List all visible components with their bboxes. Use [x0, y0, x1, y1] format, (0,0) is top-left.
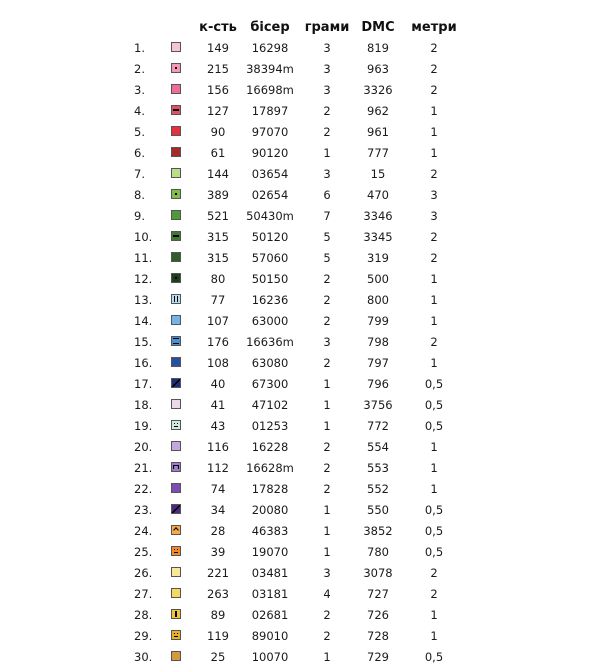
row-number: 26. [134, 566, 153, 580]
meters-cell: 2 [430, 230, 438, 244]
color-swatch [171, 588, 181, 598]
pattern-symbol-icon [172, 610, 180, 618]
dmc-cell: 799 [367, 314, 389, 328]
row-number: 11. [134, 251, 153, 265]
dmc-cell: 961 [367, 125, 389, 139]
meters-cell: 2 [430, 83, 438, 97]
row-number: 4. [134, 104, 145, 118]
table-row [0, 395, 600, 416]
dmc-cell: 554 [367, 440, 389, 454]
table-row [0, 605, 600, 626]
row-number: 19. [134, 419, 153, 433]
dmc-cell: 727 [367, 587, 389, 601]
grams-cell: 2 [323, 314, 331, 328]
dmc-cell: 3852 [363, 524, 393, 538]
color-swatch [171, 189, 181, 199]
table-row [0, 59, 600, 80]
dmc-cell: 319 [367, 251, 389, 265]
row-number: 27. [134, 587, 153, 601]
pattern-symbol-icon [172, 190, 180, 198]
grams-cell: 1 [323, 398, 331, 412]
meters-cell: 0,5 [424, 524, 444, 538]
color-swatch [171, 378, 181, 388]
meters-cell: 2 [430, 587, 438, 601]
grams-cell: 7 [323, 209, 331, 223]
dmc-cell: 797 [367, 356, 389, 370]
table-row [0, 101, 600, 122]
grams-cell: 5 [323, 251, 331, 265]
meters-cell: 0,5 [424, 545, 444, 559]
meters-cell: 0,5 [424, 503, 444, 517]
meters-cell: 1 [430, 146, 438, 160]
grams-cell: 3 [323, 566, 331, 580]
row-number: 21. [134, 461, 153, 475]
pattern-symbol-icon [172, 232, 180, 240]
table-row [0, 374, 600, 395]
dmc-cell: 470 [367, 188, 389, 202]
meters-cell: 1 [430, 482, 438, 496]
grams-cell: 2 [323, 608, 331, 622]
pattern-symbol-icon [172, 505, 180, 513]
count-cell: 28 [210, 524, 226, 538]
count-cell: 25 [210, 650, 226, 664]
meters-cell: 0,5 [424, 398, 444, 412]
meters-cell: 3 [430, 188, 438, 202]
count-cell: 108 [207, 356, 229, 370]
count-cell: 77 [210, 293, 226, 307]
count-cell: 89 [210, 608, 226, 622]
dmc-cell: 772 [367, 419, 389, 433]
dmc-cell: 3756 [363, 398, 393, 412]
grams-cell: 2 [323, 440, 331, 454]
grams-cell: 3 [323, 83, 331, 97]
color-swatch [171, 336, 181, 346]
row-number: 30. [134, 650, 153, 664]
bead-code-cell: 03481 [251, 566, 289, 580]
meters-cell: 0,5 [424, 650, 444, 664]
row-number: 17. [134, 377, 153, 391]
row-number: 9. [134, 209, 145, 223]
grams-cell: 2 [323, 272, 331, 286]
header-meters: метри [411, 20, 457, 35]
table-row [0, 521, 600, 542]
meters-cell: 1 [430, 356, 438, 370]
table-row [0, 290, 600, 311]
bead-code-cell: 01253 [251, 419, 289, 433]
meters-cell: 1 [430, 608, 438, 622]
pattern-symbol-icon [172, 295, 180, 303]
row-number: 12. [134, 272, 153, 286]
bead-code-cell: 02654 [251, 188, 289, 202]
dmc-cell: 726 [367, 608, 389, 622]
color-swatch [171, 252, 181, 262]
bead-code-cell: 67300 [251, 377, 289, 391]
pattern-symbol-icon [172, 337, 180, 345]
grams-cell: 2 [323, 293, 331, 307]
bead-code-cell: 50430m [246, 209, 294, 223]
table-row [0, 353, 600, 374]
color-swatch [171, 294, 181, 304]
table-row [0, 332, 600, 353]
bead-code-cell: 17828 [251, 482, 289, 496]
meters-cell: 1 [430, 314, 438, 328]
bead-code-cell: 63080 [251, 356, 289, 370]
row-number: 7. [134, 167, 145, 181]
dmc-cell: 728 [367, 629, 389, 643]
grams-cell: 2 [323, 125, 331, 139]
table-row [0, 584, 600, 605]
dmc-cell: 3346 [363, 209, 393, 223]
color-swatch [171, 168, 181, 178]
pattern-symbol-icon [172, 274, 180, 282]
count-cell: 80 [210, 272, 226, 286]
grams-cell: 1 [323, 545, 331, 559]
meters-cell: 1 [430, 440, 438, 454]
meters-cell: 0,5 [424, 419, 444, 433]
color-swatch [171, 567, 181, 577]
count-cell: 39 [210, 545, 226, 559]
row-number: 13. [134, 293, 153, 307]
meters-cell: 1 [430, 125, 438, 139]
bead-code-cell: 16228 [251, 440, 289, 454]
dmc-cell: 500 [367, 272, 389, 286]
row-number: 20. [134, 440, 153, 454]
row-number: 3. [134, 83, 145, 97]
pattern-symbol-icon [172, 379, 180, 387]
dmc-cell: 3078 [363, 566, 393, 580]
meters-cell: 1 [430, 461, 438, 475]
grams-cell: 1 [323, 503, 331, 517]
count-cell: 315 [207, 251, 229, 265]
bead-code-cell: 03654 [251, 167, 289, 181]
row-number: 22. [134, 482, 153, 496]
count-cell: 61 [210, 146, 226, 160]
meters-cell: 3 [430, 209, 438, 223]
count-cell: 74 [210, 482, 226, 496]
count-cell: 112 [207, 461, 229, 475]
count-cell: 107 [207, 314, 229, 328]
grams-cell: 2 [323, 461, 331, 475]
color-swatch [171, 42, 181, 52]
color-swatch [171, 399, 181, 409]
bead-code-cell: 16298 [251, 41, 289, 55]
grams-cell: 2 [323, 104, 331, 118]
count-cell: 176 [207, 335, 229, 349]
row-number: 6. [134, 146, 145, 160]
color-swatch [171, 84, 181, 94]
color-swatch [171, 126, 181, 136]
row-number: 1. [134, 41, 145, 55]
dmc-cell: 963 [367, 62, 389, 76]
bead-code-cell: 16236 [251, 293, 289, 307]
row-number: 8. [134, 188, 145, 202]
grams-cell: 1 [323, 650, 331, 664]
table-row [0, 206, 600, 227]
table-row [0, 626, 600, 647]
grams-cell: 3 [323, 167, 331, 181]
meters-cell: 2 [430, 62, 438, 76]
bead-code-cell: 03181 [251, 587, 289, 601]
dmc-cell: 780 [367, 545, 389, 559]
dmc-cell: 3326 [363, 83, 393, 97]
table-row [0, 647, 600, 668]
count-cell: 263 [207, 587, 229, 601]
grams-cell: 1 [323, 524, 331, 538]
table-row [0, 563, 600, 584]
color-swatch [171, 546, 181, 556]
bead-code-cell: 16698m [246, 83, 294, 97]
bead-code-cell: 16636m [246, 335, 294, 349]
grams-cell: 1 [323, 377, 331, 391]
color-swatch [171, 504, 181, 514]
dmc-cell: 553 [367, 461, 389, 475]
table-row [0, 479, 600, 500]
grams-cell: 5 [323, 230, 331, 244]
table-row [0, 500, 600, 521]
table-row [0, 269, 600, 290]
grams-cell: 2 [323, 629, 331, 643]
grams-cell: 3 [323, 62, 331, 76]
row-number: 28. [134, 608, 153, 622]
color-swatch [171, 210, 181, 220]
count-cell: 116 [207, 440, 229, 454]
bead-code-cell: 16628m [246, 461, 294, 475]
table-row [0, 437, 600, 458]
dmc-cell: 796 [367, 377, 389, 391]
row-number: 18. [134, 398, 153, 412]
bead-code-cell: 10070 [251, 650, 289, 664]
row-number: 14. [134, 314, 153, 328]
meters-cell: 1 [430, 293, 438, 307]
color-swatch [171, 63, 181, 73]
color-swatch [171, 525, 181, 535]
header-count: к-сть [199, 20, 237, 35]
pattern-symbol-icon [172, 106, 180, 114]
grams-cell: 6 [323, 188, 331, 202]
grams-cell: 1 [323, 146, 331, 160]
meters-cell: 1 [430, 104, 438, 118]
row-number: 23. [134, 503, 153, 517]
table-row [0, 38, 600, 59]
bead-code-cell: 89010 [251, 629, 289, 643]
row-number: 16. [134, 356, 153, 370]
meters-cell: 0,5 [424, 377, 444, 391]
table-row [0, 80, 600, 101]
table-row [0, 227, 600, 248]
meters-cell: 2 [430, 335, 438, 349]
table-row [0, 122, 600, 143]
dmc-cell: 15 [370, 167, 386, 181]
count-cell: 221 [207, 566, 229, 580]
color-swatch [171, 462, 181, 472]
bead-code-cell: 46383 [251, 524, 289, 538]
count-cell: 315 [207, 230, 229, 244]
header-bead: бісер [250, 20, 290, 35]
count-cell: 41 [210, 398, 226, 412]
color-swatch [171, 420, 181, 430]
count-cell: 119 [207, 629, 229, 643]
count-cell: 156 [207, 83, 229, 97]
meters-cell: 1 [430, 629, 438, 643]
row-number: 25. [134, 545, 153, 559]
color-swatch [171, 315, 181, 325]
pattern-symbol-icon [172, 526, 180, 534]
count-cell: 149 [207, 41, 229, 55]
pattern-symbol-icon [172, 421, 180, 429]
grams-cell: 3 [323, 41, 331, 55]
count-cell: 127 [207, 104, 229, 118]
count-cell: 43 [210, 419, 226, 433]
table-row [0, 164, 600, 185]
table-row [0, 416, 600, 437]
meters-cell: 2 [430, 167, 438, 181]
row-number: 24. [134, 524, 153, 538]
bead-code-cell: 63000 [251, 314, 289, 328]
grams-cell: 2 [323, 356, 331, 370]
dmc-cell: 800 [367, 293, 389, 307]
table-row [0, 458, 600, 479]
dmc-cell: 550 [367, 503, 389, 517]
count-cell: 215 [207, 62, 229, 76]
dmc-cell: 962 [367, 104, 389, 118]
row-number: 29. [134, 629, 153, 643]
color-swatch [171, 483, 181, 493]
meters-cell: 2 [430, 41, 438, 55]
bead-code-cell: 57060 [251, 251, 289, 265]
meters-cell: 2 [430, 251, 438, 265]
meters-cell: 2 [430, 566, 438, 580]
color-swatch [171, 609, 181, 619]
dmc-cell: 729 [367, 650, 389, 664]
pattern-symbol-icon [172, 547, 180, 555]
bead-code-cell: 02681 [251, 608, 289, 622]
bead-code-cell: 50150 [251, 272, 289, 286]
header-grams: грами [304, 20, 350, 35]
table-row [0, 311, 600, 332]
dmc-cell: 819 [367, 41, 389, 55]
bead-code-cell: 90120 [251, 146, 289, 160]
dmc-cell: 3345 [363, 230, 393, 244]
header-dmc: DMC [361, 20, 395, 35]
row-number: 15. [134, 335, 153, 349]
bead-code-cell: 19070 [251, 545, 289, 559]
bead-code-cell: 17897 [251, 104, 289, 118]
dmc-cell: 552 [367, 482, 389, 496]
grams-cell: 1 [323, 419, 331, 433]
row-number: 2. [134, 62, 145, 76]
bead-code-cell: 20080 [251, 503, 289, 517]
color-swatch [171, 273, 181, 283]
bead-code-cell: 50120 [251, 230, 289, 244]
dmc-cell: 798 [367, 335, 389, 349]
color-swatch [171, 105, 181, 115]
count-cell: 389 [207, 188, 229, 202]
color-swatch [171, 651, 181, 661]
row-number: 5. [134, 125, 145, 139]
grams-cell: 3 [323, 335, 331, 349]
bead-code-cell: 38394m [246, 62, 294, 76]
count-cell: 34 [210, 503, 226, 517]
table-row [0, 143, 600, 164]
pattern-symbol-icon [172, 64, 180, 72]
table-row [0, 248, 600, 269]
count-cell: 40 [210, 377, 226, 391]
color-swatch [171, 630, 181, 640]
bead-code-cell: 97070 [251, 125, 289, 139]
table-row [0, 185, 600, 206]
dmc-cell: 777 [367, 146, 389, 160]
table-row [0, 542, 600, 563]
color-swatch [171, 147, 181, 157]
color-swatch [171, 357, 181, 367]
count-cell: 521 [207, 209, 229, 223]
meters-cell: 1 [430, 272, 438, 286]
grams-cell: 4 [323, 587, 331, 601]
count-cell: 90 [210, 125, 226, 139]
row-number: 10. [134, 230, 153, 244]
pattern-symbol-icon [172, 463, 180, 471]
bead-code-cell: 47102 [251, 398, 289, 412]
color-swatch [171, 441, 181, 451]
count-cell: 144 [207, 167, 229, 181]
color-swatch [171, 231, 181, 241]
grams-cell: 2 [323, 482, 331, 496]
pattern-symbol-icon [172, 631, 180, 639]
